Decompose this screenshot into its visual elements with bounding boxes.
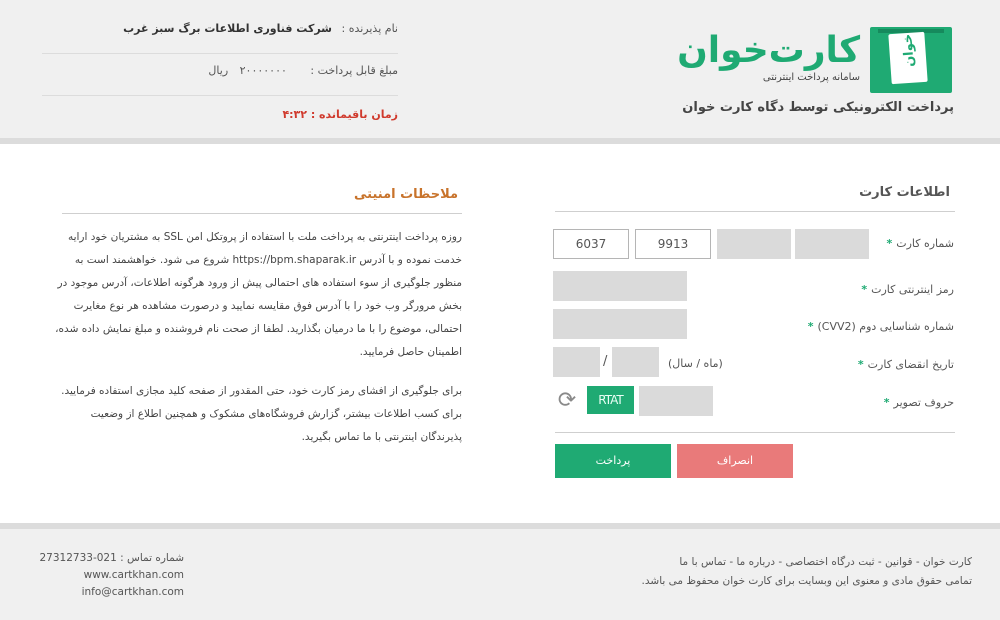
pay-button[interactable]: پرداخت	[555, 444, 671, 478]
header-divider	[0, 138, 1000, 144]
card-number-part-2-input[interactable]	[717, 229, 791, 259]
captcha-label-text: حروف تصویر	[893, 396, 954, 409]
security-notes	[48, 226, 462, 449]
footer-nav-links[interactable]: کارت خوان - قوانین - ثبت درگاه اختصاصی - درباره ما - تماس با ما	[679, 556, 972, 568]
pin-label-text: رمز اینترنتی کارت	[871, 283, 954, 296]
required-mark: *	[861, 283, 868, 296]
page-title: پرداخت الکترونیکی توسط دگاه کارت خوان	[682, 100, 954, 115]
form-divider	[555, 432, 955, 433]
footer-copyright: تمامی حقوق مادی و معنوی این وبسایت برای کارت خوان محفوظ می باشد.	[641, 575, 972, 587]
required-mark: *	[883, 396, 890, 409]
pin-label	[861, 283, 954, 296]
card-number-label	[886, 237, 954, 250]
expiry-label-text: تاریخ انقضای کارت	[867, 358, 954, 371]
expiry-hint: (ماه / سال)	[668, 357, 723, 370]
logo-text: کارت‌خوان	[677, 30, 860, 71]
footer-phone: شماره تماس : 021-27312733	[39, 552, 184, 564]
amount-value: ۲۰۰۰۰۰۰۰	[239, 64, 287, 77]
merchant-name: شرکت فناوری اطلاعات برگ سبز غرب	[123, 22, 332, 35]
security-title: ملاحظات امنیتی	[354, 187, 458, 202]
cancel-button[interactable]: انصراف	[677, 444, 793, 478]
captcha-image: RTAT	[587, 386, 634, 414]
logo-subtitle: سامانه پرداخت اینترنتی	[762, 72, 860, 83]
timer-row	[42, 108, 398, 121]
merchant-label: نام پذیرنده :	[341, 22, 398, 35]
expiry-label	[858, 358, 954, 371]
footer-website-link[interactable]: www.cartkhan.com	[83, 569, 184, 581]
amount-row	[42, 64, 398, 96]
pin-input[interactable]	[553, 271, 687, 301]
time-value: ۴:۳۲	[282, 108, 307, 121]
required-mark: *	[886, 237, 893, 250]
card-number-part-1-input[interactable]	[795, 229, 869, 259]
cvv2-label	[808, 320, 954, 333]
required-mark: *	[807, 320, 814, 333]
amount-label: مبلغ قابل پرداخت :	[310, 64, 398, 77]
required-mark: *	[857, 358, 864, 371]
expiry-year-input[interactable]	[553, 347, 600, 377]
logo-card-mark: خوان	[900, 33, 918, 68]
cvv2-input[interactable]	[553, 309, 687, 339]
footer-links	[642, 553, 972, 591]
expiry-month-input[interactable]	[612, 347, 659, 377]
amount-unit: ریال	[208, 64, 229, 77]
security-paragraph-1: روزه پرداخت اینترنتی به پرداخت ملت با استفاده از پروتکل امن SSL به مشتریان خود ارایه خدمت نموده و با آدرس https://bpm.shaparak.ir شروع می شود. خواهشمند است به منظور جلوگیری از سوء استفاده های احتمالی پیش از ورود هرگونه اطلاعات، آدرس موجود در بخش مرورگر وب خود را با آدرس فوق مقایسه نمایید و درصورت مشاهده هر نوع مغایرت احتمالی، موضوع را با ما درمیان بگذارید. لطفا از صحت نام فروشنده و مبلغ نمایش داده شده، اطمینان حاصل فرمایید.	[55, 231, 462, 358]
merchant-row	[42, 22, 398, 54]
cartkhan-logo-icon	[870, 27, 952, 93]
footer-contact	[34, 550, 184, 601]
card-number-part-4-input[interactable]: 6037	[553, 229, 629, 259]
footer-email-link[interactable]: info@cartkhan.com	[81, 586, 184, 598]
card-number-part-3-input[interactable]: 9913	[635, 229, 711, 259]
captcha-input[interactable]	[639, 386, 713, 416]
card-number-label-text: شماره کارت	[896, 237, 954, 250]
time-label: زمان باقیمانده :	[310, 108, 398, 121]
security-paragraph-2: برای جلوگیری از افشای رمز کارت خود، حتی المقدور از صفحه کلید مجازی استفاده فرمایید. برای کسب اطلاعات بیشتر، گزارش فروشگاه‌های مشکوک و همچنین اطلاع از وضعیت پذیرندگان اینترنتی با ما تماس بگیرید.	[61, 385, 462, 443]
card-info-title: اطلاعات کارت	[859, 185, 950, 200]
card-shape	[888, 32, 927, 84]
captcha-label	[884, 396, 954, 409]
security-divider	[62, 213, 462, 214]
expiry-separator: /	[603, 354, 608, 369]
card-info-divider	[555, 211, 955, 212]
cvv2-label-text: شماره شناسایی دوم (CVV2)	[817, 320, 954, 333]
refresh-captcha-icon[interactable]: ⟳	[557, 388, 577, 413]
